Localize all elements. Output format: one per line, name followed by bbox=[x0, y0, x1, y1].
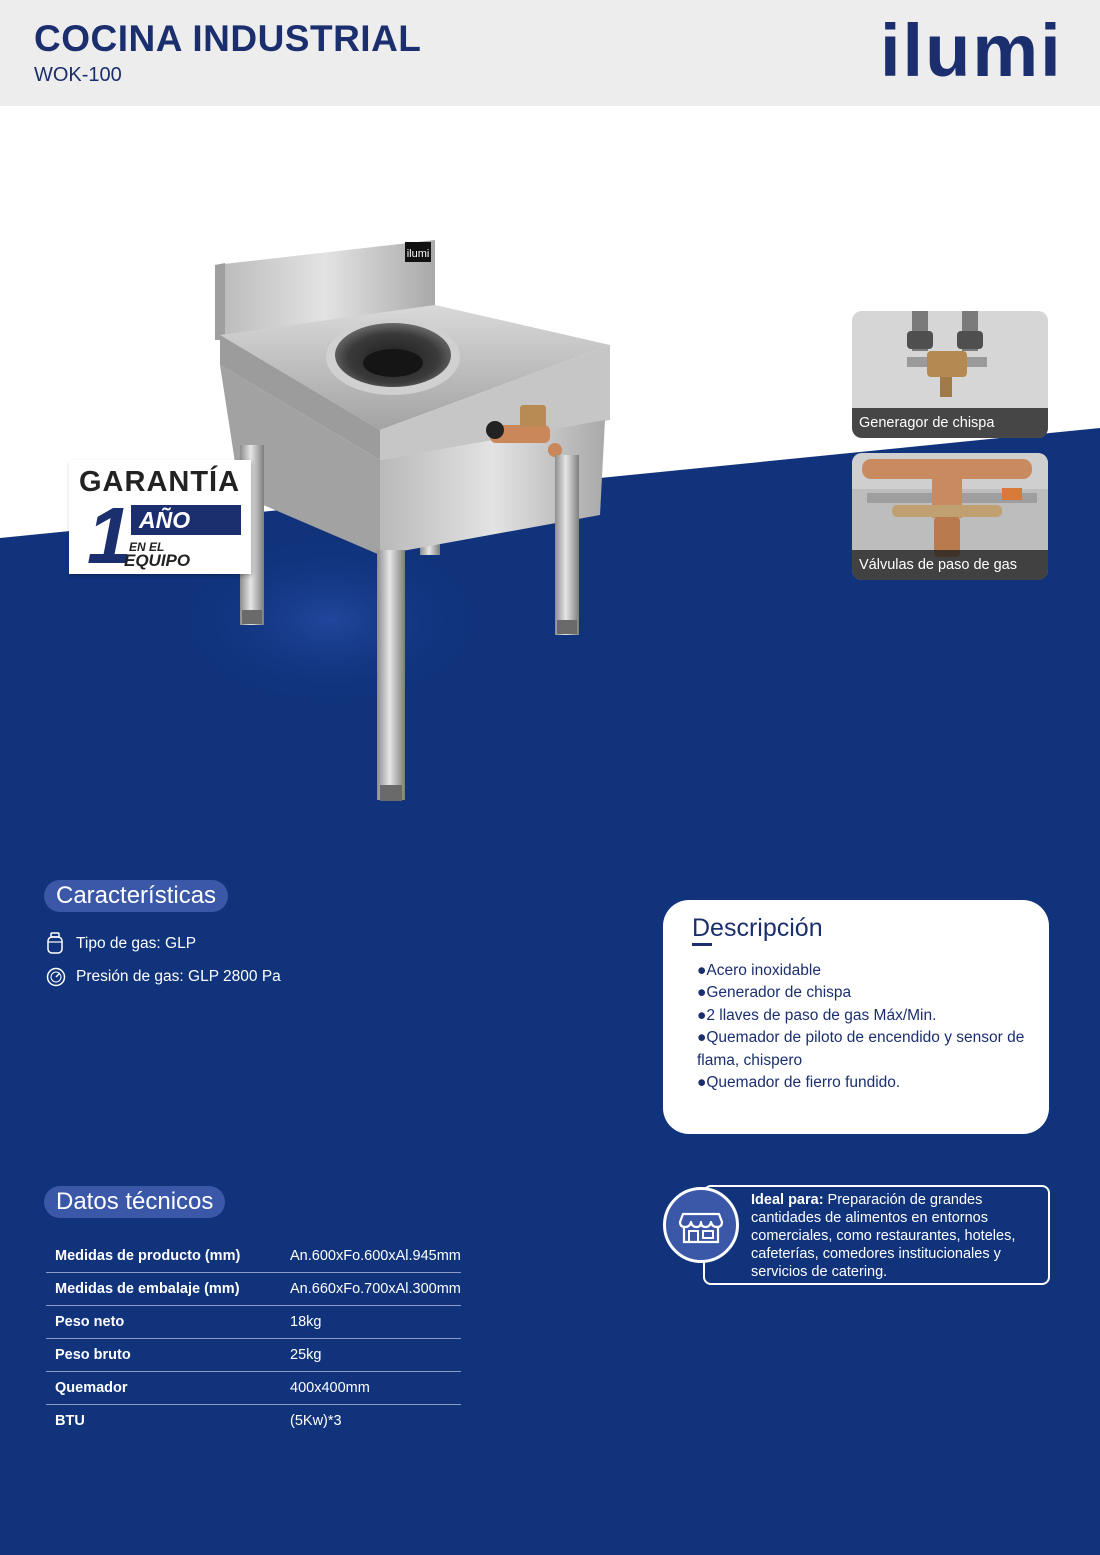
feature-gas-type: Tipo de gas: GLP bbox=[76, 935, 197, 952]
description-underline bbox=[692, 943, 712, 946]
list-item: ●2 llaves de paso de gas Máx/Min. bbox=[697, 1006, 937, 1024]
model-number: WOK-100 bbox=[34, 64, 122, 86]
plate-label: ilumi bbox=[406, 248, 430, 260]
storefront-icon bbox=[666, 1190, 736, 1260]
tech-value: 18kg bbox=[290, 1314, 322, 1330]
list-item: ●Generador de chispa bbox=[697, 984, 852, 1002]
feature-gas-pressure: Presión de gas: GLP 2800 Pa bbox=[76, 968, 281, 985]
ideal-icon-badge bbox=[663, 1187, 739, 1263]
list-item: ●Quemador de fierro fundido. bbox=[697, 1074, 901, 1092]
list-item: ●Acero inoxidable bbox=[697, 962, 821, 979]
tech-value: 25kg bbox=[290, 1347, 322, 1363]
description-card bbox=[663, 900, 1049, 1134]
warranty-line2: EQUIPO bbox=[124, 551, 191, 570]
table-row bbox=[46, 1240, 461, 1273]
ideal-for-label: Ideal para: bbox=[751, 1192, 824, 1208]
description-list bbox=[697, 960, 1033, 1094]
table-row bbox=[46, 1372, 461, 1405]
ideal-for-description: Preparación de grandes cantidades de alimentos en entornos comerciales, como restaurantes, hoteles, cafeterías, comedores institucionales y servicios de catering. bbox=[751, 1192, 1016, 1280]
features-heading: Características bbox=[44, 880, 228, 912]
description-heading: Descripción bbox=[692, 914, 823, 942]
detail-card-gas-valves bbox=[852, 453, 1048, 580]
page-title: COCINA INDUSTRIAL bbox=[34, 18, 422, 59]
tech-label: Quemador bbox=[55, 1380, 128, 1396]
list-item: ●Quemador de piloto de encendido y sensor de flama, chispero bbox=[697, 1029, 1025, 1069]
tech-value: (5Kw)*3 bbox=[290, 1413, 342, 1429]
warranty-unit: AÑO bbox=[131, 505, 241, 535]
table-row bbox=[46, 1405, 461, 1438]
tech-heading: Datos técnicos bbox=[44, 1186, 225, 1218]
ideal-for-box bbox=[703, 1185, 1050, 1285]
wok-stove-image bbox=[190, 225, 650, 815]
pressure-gauge-icon bbox=[46, 967, 66, 987]
tech-value: An.660xFo.700xAl.300mm bbox=[290, 1281, 461, 1297]
warranty-badge bbox=[69, 460, 251, 580]
warranty-line1: EN EL bbox=[129, 540, 165, 554]
gas-cylinder-icon bbox=[46, 932, 64, 954]
warranty-title: GARANTÍA bbox=[79, 466, 241, 498]
tech-label: Peso bruto bbox=[55, 1347, 131, 1363]
ideal-for-text bbox=[751, 1191, 1041, 1281]
tech-label: Peso neto bbox=[55, 1314, 125, 1330]
detail-caption: Generagor de chispa bbox=[852, 408, 1048, 438]
warranty-number: 1 bbox=[87, 491, 132, 580]
detail-card-spark-generator bbox=[852, 311, 1048, 438]
detail-caption: Válvulas de paso de gas bbox=[852, 550, 1048, 580]
tech-label: BTU bbox=[55, 1413, 85, 1429]
table-row bbox=[46, 1306, 461, 1339]
tech-label: Medidas de producto (mm) bbox=[55, 1248, 241, 1264]
brand-logo: ilumi bbox=[880, 9, 1063, 92]
tech-table bbox=[46, 1240, 461, 1438]
tech-value: 400x400mm bbox=[290, 1380, 370, 1396]
tech-label: Medidas de embalaje (mm) bbox=[55, 1281, 240, 1297]
table-row bbox=[46, 1339, 461, 1372]
table-row bbox=[46, 1273, 461, 1306]
header-bar bbox=[0, 0, 1100, 106]
tech-value: An.600xFo.600xAl.945mm bbox=[290, 1248, 461, 1264]
